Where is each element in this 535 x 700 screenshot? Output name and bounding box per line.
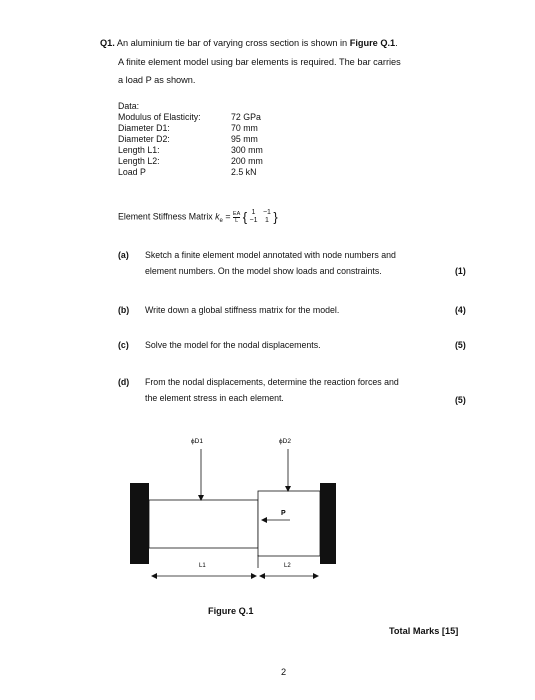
part-c-label: (c): [118, 340, 129, 350]
d2-label: ϕD2: [279, 438, 291, 445]
matrix-cell-21: −1: [249, 217, 258, 224]
part-d-label: (d): [118, 377, 130, 387]
stiffness-label: Element Stiffness Matrix: [118, 211, 216, 222]
l2-label: L2: [284, 563, 291, 569]
part-d-marks: (5): [455, 395, 466, 405]
data-label-l2: Length L2:: [118, 156, 160, 166]
l1-label: L1: [199, 563, 206, 569]
right-wall: [320, 483, 336, 564]
data-header: Data:: [118, 101, 140, 111]
part-a-label: (a): [118, 250, 129, 260]
data-value-d2: 95 mm: [231, 134, 258, 144]
question-line3: a load P as shown.: [118, 75, 196, 85]
left-wall: [130, 483, 149, 564]
matrix-cell-12: −1: [262, 209, 271, 216]
figure-caption: Figure Q.1: [208, 606, 254, 616]
page-number: 2: [281, 667, 287, 677]
fraction-denominator: L: [235, 217, 239, 224]
question-line1: An aluminium tie bar of varying cross section is shown in: [116, 38, 350, 48]
data-label-l1: Length L1:: [118, 145, 160, 155]
bar-section-1: [149, 500, 258, 548]
part-c-marks: (5): [455, 340, 466, 350]
data-value-d1: 70 mm: [231, 123, 258, 133]
fraction-numerator: EA: [232, 210, 241, 217]
part-b-label: (b): [118, 305, 130, 315]
question-line2: A finite element model using bar elements is required. The bar carries: [118, 57, 401, 67]
part-d-line1: From the nodal displacements, determine the reaction forces and: [145, 377, 399, 387]
part-b-marks: (4): [455, 305, 466, 315]
data-value-load: 2.5 kN: [231, 167, 257, 177]
stiffness-equals: =: [222, 211, 233, 222]
stiffness-subscript: e: [219, 218, 223, 225]
question-number: Q1.: [100, 38, 115, 48]
part-b-line1: Write down a global stiffness matrix for the model.: [145, 305, 340, 315]
total-marks: Total Marks [15]: [389, 626, 459, 636]
data-label-modulus: Modulus of Elasticity:: [118, 112, 201, 122]
part-c-line1: Solve the model for the nodal displacements.: [145, 340, 321, 350]
figure-reference: Figure Q.1: [349, 38, 396, 48]
d1-label: ϕD1: [191, 438, 203, 445]
matrix-cell-22: 1: [264, 217, 269, 224]
matrix-cell-11: 1: [251, 209, 256, 216]
part-a-line2: element numbers. On the model show loads and constraints.: [145, 266, 382, 276]
matrix-left-brace: {: [242, 209, 248, 225]
data-value-l2: 200 mm: [231, 156, 263, 166]
data-label-d1: Diameter D1:: [118, 123, 170, 133]
question-line1-end: .: [395, 38, 398, 48]
data-label-load: Load P: [118, 167, 146, 177]
part-d-line2: the element stress in each element.: [145, 393, 284, 403]
data-value-modulus: 72 GPa: [231, 112, 261, 122]
bar-section-2: [258, 491, 320, 556]
part-a-marks: (1): [455, 266, 466, 276]
data-label-d2: Diameter D2:: [118, 134, 170, 144]
matrix-right-brace: }: [273, 209, 278, 225]
part-a-line1: Sketch a finite element model annotated with node numbers and: [145, 250, 396, 260]
data-value-l1: 300 mm: [231, 145, 263, 155]
load-p-label: P: [281, 510, 286, 517]
stiffness-k: k: [215, 211, 220, 222]
